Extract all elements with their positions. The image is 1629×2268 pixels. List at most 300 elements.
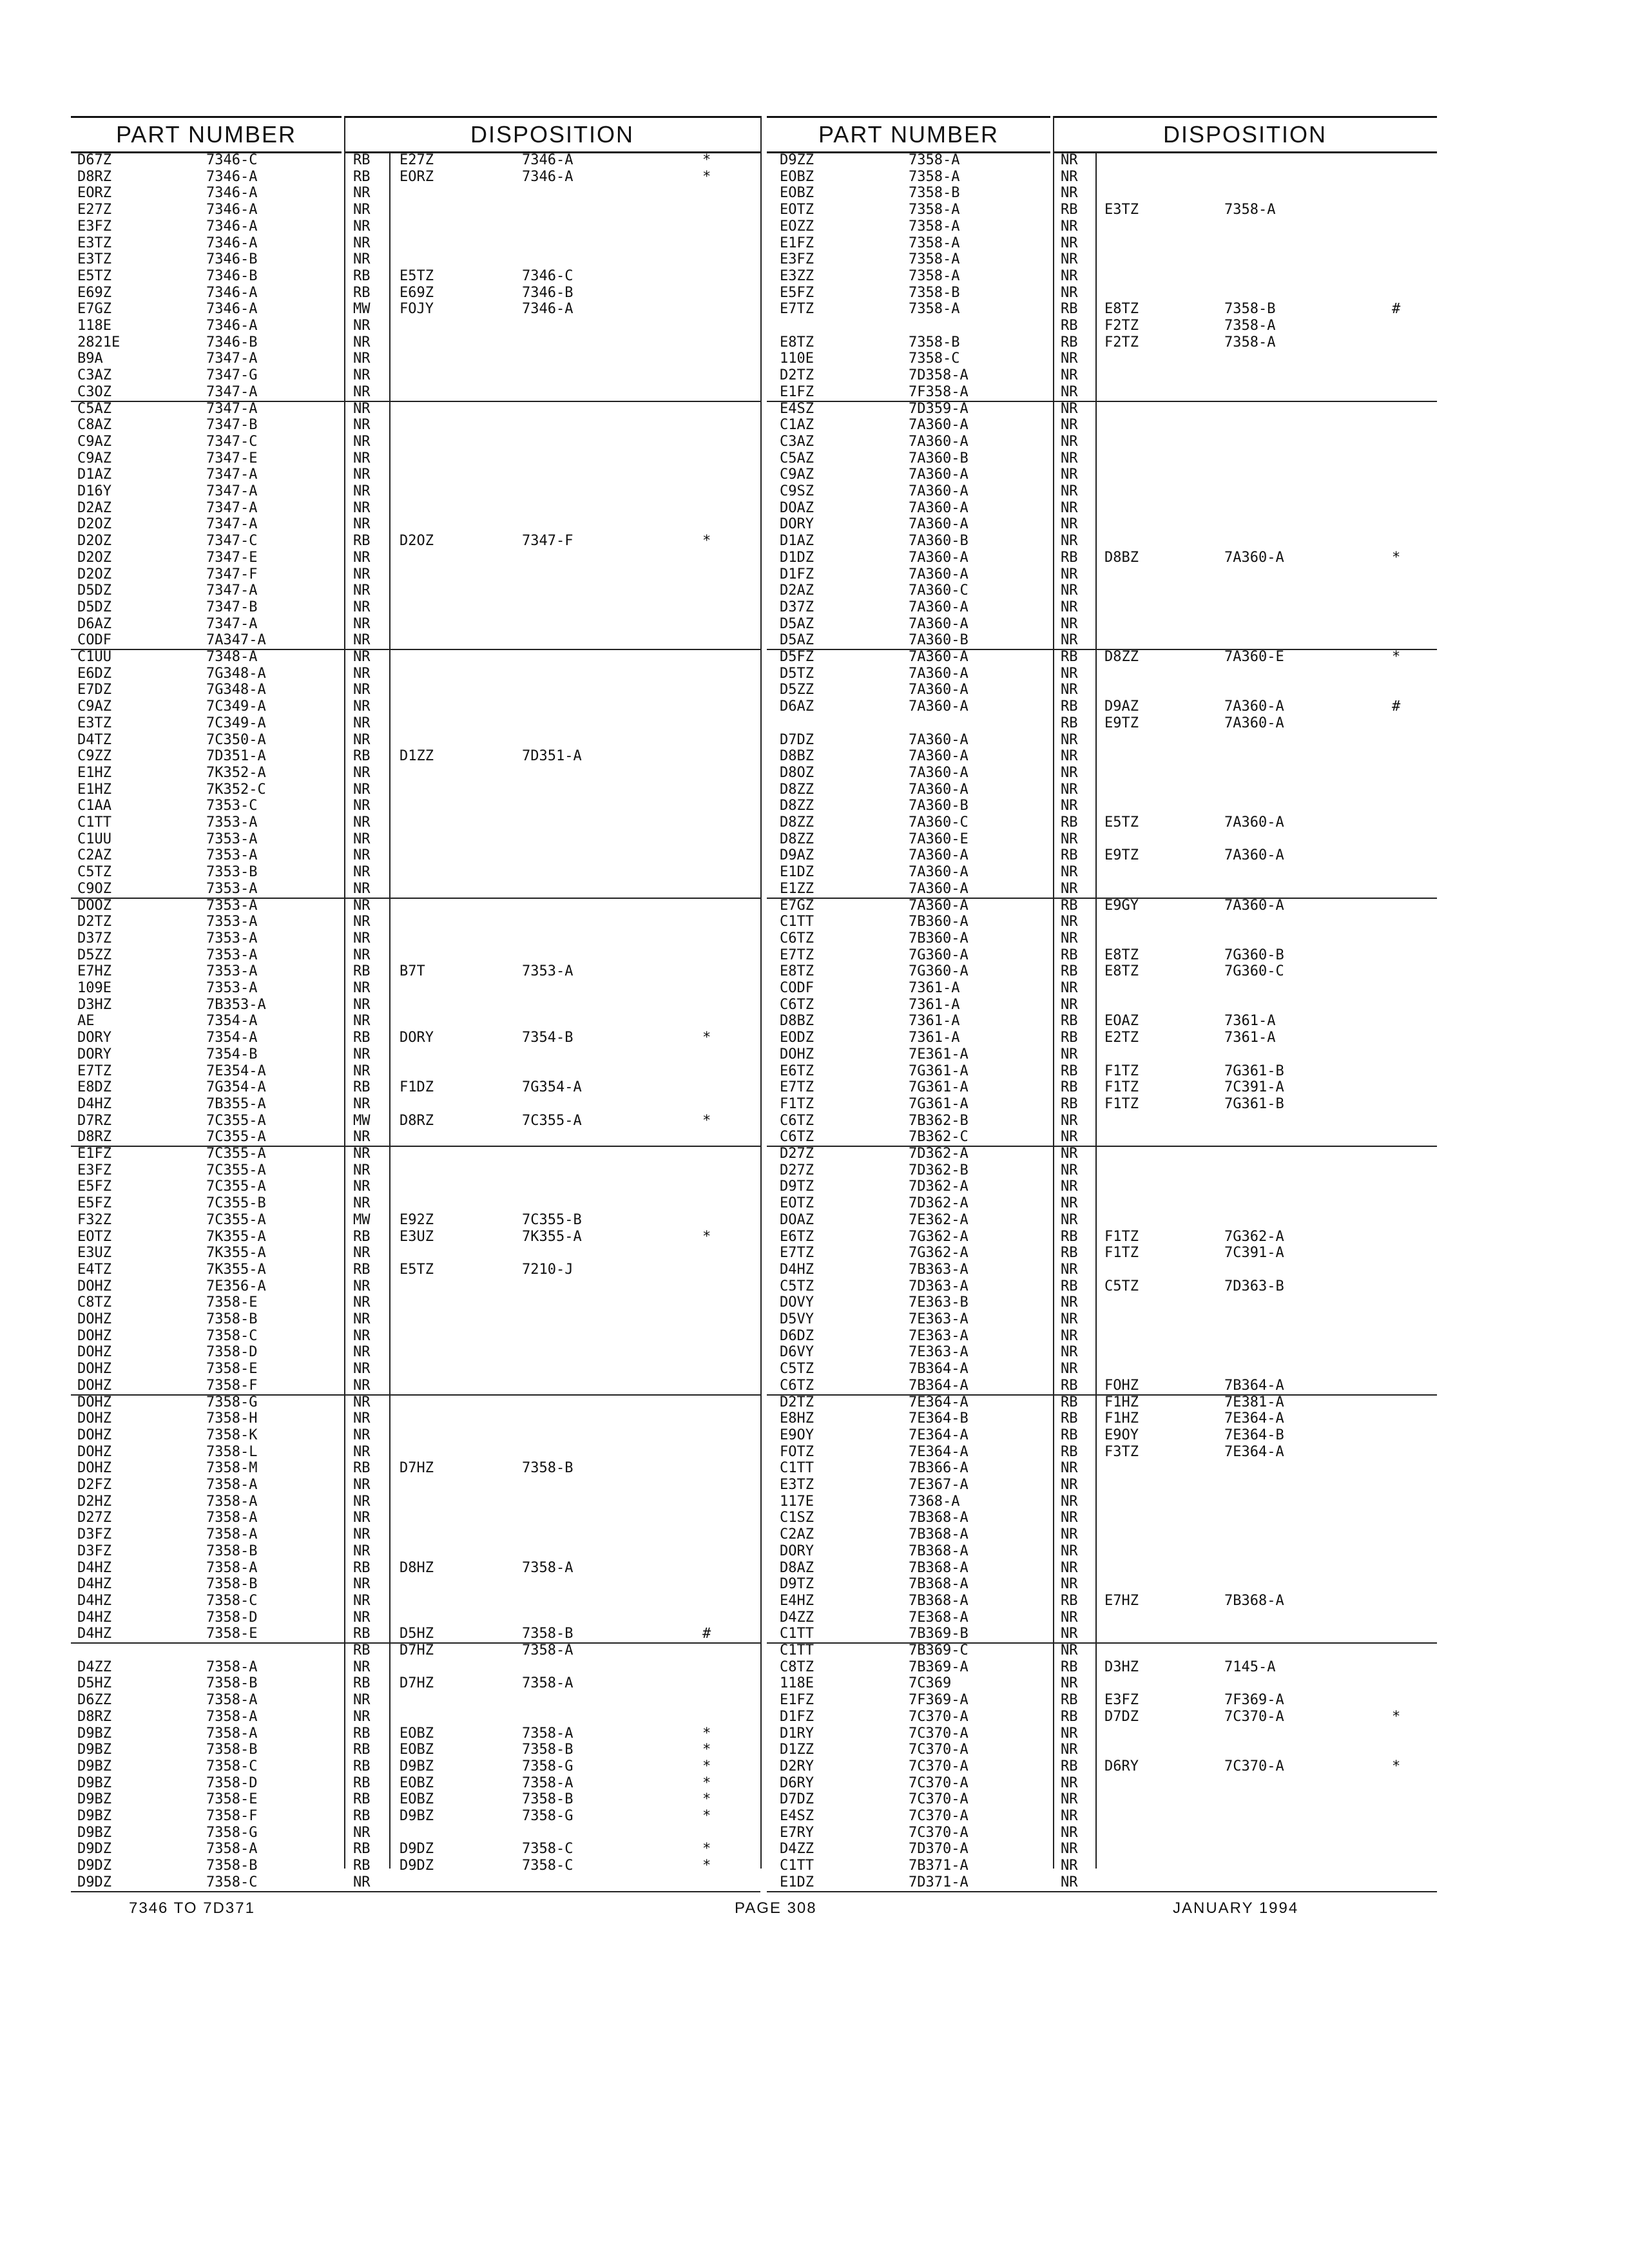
replacement-model: D9BZ [400,1808,434,1824]
part-model: E1ZZ [780,880,814,897]
part-model: E1HZ [77,764,111,781]
part-number: 7E354-A [206,1062,266,1079]
part-number: 7347-A [206,582,258,599]
part-model: DOHZ [77,1278,111,1294]
replacement-model: F1TZ [1104,1079,1139,1096]
part-number: 7B362-C [909,1129,969,1146]
part-model: 2821E [77,334,120,351]
disposition-code: NR [353,1013,371,1030]
part-number: 7A360-B [909,450,969,466]
part-model: D5ZZ [780,682,814,698]
replacement-model: E3TZ [1104,202,1139,218]
part-model: D8RZ [77,1708,111,1725]
disposition-code: NR [1061,1129,1078,1146]
part-model: D8BZ [780,1013,814,1030]
part-model: E7TZ [780,947,814,963]
part-number: 7346-B [206,334,258,351]
replacement-model: E8TZ [1104,947,1139,963]
part-number: 7347-A [206,383,258,400]
replacement-part: 7G354-A [522,1079,582,1096]
part-number: 7346-A [206,168,258,185]
part-model: E3ZZ [780,267,814,284]
disposition-code: NR [1061,781,1078,798]
part-number: 7A360-A [909,599,969,615]
part-number: 7358-E [206,1626,258,1642]
part-number: 7E364-A [909,1443,969,1460]
part-model: D5AZ [780,632,814,649]
disposition-code: NR [1061,235,1078,251]
part-model: EOBZ [780,168,814,185]
part-number: 7B371-A [909,1858,969,1874]
disposition-code: NR [353,947,371,963]
part-number: 7354-B [206,1046,258,1062]
part-model: C5TZ [77,864,111,881]
disposition-code: NR [353,831,371,847]
part-model: C1SZ [780,1510,814,1526]
part-number: 7358-A [206,1559,258,1576]
disposition-code: NR [1061,1361,1078,1378]
group-separator [767,1394,1437,1396]
disposition-code: NR [1061,284,1078,301]
disposition-code: NR [1061,1162,1078,1178]
disposition-code: RB [1061,1758,1078,1774]
disposition-code: RB [353,1841,371,1858]
note-mark: * [702,152,711,168]
part-model: DOHZ [77,1327,111,1344]
disposition-code: NR [353,1129,371,1146]
disposition-code: NR [1061,267,1078,284]
part-model: D1DZ [780,549,814,566]
disposition-code: NR [1061,1460,1078,1477]
part-number: 7C370-A [909,1791,969,1808]
part-number: 7K352-C [206,781,266,798]
disposition-code: NR [353,599,371,615]
part-number: 7347-A [206,615,258,632]
part-model: AE [77,1013,95,1030]
part-number: 7D370-A [909,1841,969,1858]
disposition-code: NR [353,897,371,914]
disposition-code: RB [1061,549,1078,566]
part-number: 7358-B [909,334,960,351]
note-mark: * [702,1841,711,1858]
part-model: DOHZ [77,1361,111,1378]
part-model: DOVY [780,1294,814,1311]
part-model: C8TZ [77,1294,111,1311]
part-model: E3TZ [77,715,111,731]
part-number: 7G361-A [909,1079,969,1096]
part-model: C1TT [77,814,111,831]
part-number: 7E356-A [206,1278,266,1294]
part-model: D9TZ [780,1576,814,1593]
part-number: 7A360-B [909,798,969,814]
part-model: DOHZ [77,1377,111,1394]
replacement-part: 7C391-A [1224,1079,1284,1096]
disposition-code: NR [353,649,371,665]
disposition-code: NR [1061,1791,1078,1808]
part-number: 7353-A [206,963,258,980]
replacement-part: 7358-A [522,1774,574,1791]
disposition-code: NR [353,582,371,599]
part-number: 7D371-A [909,1874,969,1890]
disposition-code: NR [1061,466,1078,483]
replacement-model: E92Z [400,1211,434,1228]
part-model: C1UU [77,649,111,665]
part-model: EOTZ [780,202,814,218]
part-number: 7A360-A [909,698,969,715]
replacement-model: E9TZ [1104,715,1139,731]
part-number: 7A360-A [909,516,969,533]
part-model: EORZ [77,185,111,202]
part-number: 7358-L [206,1443,258,1460]
part-model: C6TZ [780,1112,814,1129]
disposition-code: NR [1061,1542,1078,1559]
part-model: EODZ [780,1030,814,1046]
disposition-code: NR [1061,980,1078,996]
part-model: D2TZ [780,1394,814,1410]
replacement-model: D6RY [1104,1758,1139,1774]
part-model: EOTZ [77,1228,111,1245]
disposition-code: RB [353,1758,371,1774]
part-number: 7C355-A [206,1129,266,1146]
replacement-part: 7A360-A [1224,814,1284,831]
disposition-code: NR [1061,731,1078,748]
disposition-code: RB [353,1460,371,1477]
disposition-code: NR [1061,1195,1078,1212]
part-model: E1FZ [780,235,814,251]
part-number: 7F358-A [909,383,969,400]
part-number: 7B368-A [909,1559,969,1576]
disposition-code: NR [353,417,371,434]
disposition-code: NR [353,996,371,1013]
disposition-code: RB [353,1675,371,1692]
part-number: 7358-A [206,1510,258,1526]
part-number: 7358-B [909,284,960,301]
part-model: D4HZ [77,1592,111,1609]
note-mark: * [702,533,711,550]
part-number: 7A360-A [909,897,969,914]
note-mark: * [1392,649,1401,665]
part-model: D5TZ [780,665,814,682]
left-panel [71,116,760,1894]
replacement-model: E2TZ [1104,1030,1139,1046]
part-number: 7358-F [206,1808,258,1824]
part-number: 7361-A [909,1013,960,1030]
part-number: 7A360-A [909,466,969,483]
part-number: 7358-D [206,1774,258,1791]
replacement-model: E8TZ [1104,301,1139,318]
disposition-code: RB [1061,1708,1078,1725]
part-model: D2OZ [77,516,111,533]
disposition-code: NR [1061,831,1078,847]
replacement-part: 7G360-B [1224,947,1284,963]
replacement-part: 7B368-A [1224,1592,1284,1609]
part-number: 7B368-A [909,1576,969,1593]
part-number-header: PART NUMBER [71,116,342,153]
disposition-code: NR [353,566,371,582]
part-model: D8RZ [77,1129,111,1146]
disposition-code: NR [1061,1609,1078,1626]
part-model: D4HZ [77,1626,111,1642]
part-number: 7E364-A [909,1427,969,1443]
disposition-code: NR [353,1477,371,1493]
disposition-code: NR [1061,930,1078,947]
part-model: D8RZ [77,168,111,185]
disposition-code: NR [1061,516,1078,533]
part-model: E4HZ [780,1592,814,1609]
part-model: D1FZ [780,566,814,582]
footer-date: JANUARY 1994 [1173,1899,1299,1917]
part-number: 7A360-A [909,665,969,682]
part-model: E5FZ [77,1178,111,1195]
disposition-code: NR [1061,1576,1078,1593]
part-number: 7E363-B [909,1294,969,1311]
part-number: 7358-A [206,1493,258,1510]
disposition-code: NR [1061,1493,1078,1510]
part-model: D9ZZ [780,152,814,168]
replacement-part: 7G360-C [1224,963,1284,980]
disposition-code: NR [353,1592,371,1609]
part-number: 7K355-A [206,1228,266,1245]
replacement-part: 7358-A [522,1725,574,1742]
part-model: E5FZ [77,1195,111,1212]
replacement-part: 7B364-A [1224,1377,1284,1394]
part-model: C9AZ [780,466,814,483]
part-number: 7C350-A [206,731,266,748]
part-number: 7G348-A [206,665,266,682]
disposition-code: NR [353,499,371,516]
part-number: 7346-A [206,218,258,235]
part-model: E5FZ [780,284,814,301]
part-number: 7A360-A [909,731,969,748]
disposition-code: MW [353,1112,371,1129]
part-number: 7346-A [206,235,258,251]
replacement-model: F1HZ [1104,1394,1139,1410]
part-model: D7DZ [780,731,814,748]
group-separator [767,401,1437,402]
replacement-model: E5TZ [1104,814,1139,831]
replacement-part: 7G362-A [1224,1228,1284,1245]
disposition-code: RB [353,1559,371,1576]
replacement-model: F1HZ [1104,1410,1139,1427]
part-model: C5TZ [780,1361,814,1378]
replacement-part: 7A360-A [1224,847,1284,864]
group-separator [767,898,1437,899]
part-number: 7D362-A [909,1178,969,1195]
replacement-model: D8HZ [400,1559,434,1576]
part-number: 7358-C [206,1758,258,1774]
replacement-part: 7346-B [522,284,574,301]
part-model: D9BZ [77,1774,111,1791]
replacement-part: 7358-A [1224,318,1276,334]
part-number: 7358-C [206,1874,258,1890]
part-number: 7358-G [206,1394,258,1410]
replacement-part: 7F369-A [1224,1692,1284,1709]
part-model: C1TT [780,1460,814,1477]
part-model: E7DZ [77,682,111,698]
part-number: 7347-C [206,433,258,450]
replacement-part: 7358-C [522,1841,574,1858]
disposition-code: RB [1061,1095,1078,1112]
disposition-code: NR [1061,996,1078,1013]
disposition-code: NR [353,516,371,533]
part-model: F1TZ [780,1095,814,1112]
part-number: 7358-D [206,1609,258,1626]
disposition-code: NR [353,185,371,202]
part-number: 7358-A [909,152,960,168]
disposition-code: RB [1061,334,1078,351]
part-number: 7358-A [909,218,960,235]
replacement-part: 7346-A [522,168,574,185]
disposition-code: NR [1061,1808,1078,1824]
part-model: EOZZ [780,218,814,235]
disposition-code: MW [353,1211,371,1228]
part-model: DOHZ [77,1344,111,1361]
part-number: 7358-K [206,1427,258,1443]
part-model: E8TZ [780,334,814,351]
part-number: 7G361-A [909,1095,969,1112]
part-model: E3UZ [77,1245,111,1262]
part-model: D2FZ [77,1477,111,1493]
part-model: C9AZ [77,698,111,715]
part-model: D16Y [77,483,111,499]
disposition-code: RB [353,1030,371,1046]
part-number: 7C349-A [206,698,266,715]
note-mark: * [702,1808,711,1824]
disposition-code: NR [1061,1742,1078,1758]
replacement-part: 7C355-B [522,1211,582,1228]
part-model: D2OZ [77,533,111,550]
part-model: DOHZ [780,1046,814,1062]
replacement-part: 7347-F [522,533,574,550]
part-model: D6AZ [77,615,111,632]
replacement-part: 7361-A [1224,1030,1276,1046]
part-number: 7358-E [206,1791,258,1808]
part-number: 7358-E [206,1294,258,1311]
part-model: DOHZ [77,1311,111,1327]
disposition-code: NR [353,1609,371,1626]
part-model: DOOZ [77,897,111,914]
part-number: 7E364-A [909,1394,969,1410]
part-model: CODF [77,632,111,649]
disposition-code: RB [1061,202,1078,218]
part-number: 7358-C [206,1592,258,1609]
part-model: EOBZ [780,185,814,202]
disposition-code: NR [353,1046,371,1062]
part-number: 7C355-A [206,1162,266,1178]
part-number: 7A360-A [909,764,969,781]
part-model: D4HZ [77,1559,111,1576]
panel-edge [760,116,762,1869]
note-mark: # [702,1626,711,1642]
part-model: E4TZ [77,1261,111,1278]
part-model: E1DZ [780,1874,814,1890]
part-model: 118E [780,1675,814,1692]
part-number: 7346-B [206,251,258,268]
part-number: 7E368-A [909,1609,969,1626]
part-model: D8OZ [780,764,814,781]
part-number: 7B360-A [909,930,969,947]
part-model: C1TT [780,1858,814,1874]
part-number: 7A360-C [909,814,969,831]
part-model: D4HZ [77,1609,111,1626]
disposition-code: NR [353,466,371,483]
group-separator [767,649,1437,650]
part-number: 7353-C [206,798,258,814]
part-model: C9SZ [780,483,814,499]
part-model: D8ZZ [780,798,814,814]
disposition-code: NR [353,1377,371,1394]
replacement-model: E27Z [400,152,434,168]
disposition-code: NR [1061,1294,1078,1311]
part-number: 7358-A [206,1841,258,1858]
part-number: 7E367-A [909,1477,969,1493]
part-number: 7B355-A [206,1095,266,1112]
part-number: 7354-A [206,1013,258,1030]
disposition-code: RB [353,1742,371,1758]
part-number: 7D362-B [909,1162,969,1178]
part-model: D8AZ [780,1559,814,1576]
part-number: 7346-A [206,185,258,202]
replacement-part: 7145-A [1224,1658,1276,1675]
part-number: 7E363-A [909,1327,969,1344]
disposition-code: NR [353,351,371,367]
disposition-code: RB [1061,814,1078,831]
disposition-code: NR [353,1443,371,1460]
disposition-code: RB [353,1626,371,1642]
part-model: D8ZZ [780,781,814,798]
disposition-code: RB [353,1079,371,1096]
part-model: D2AZ [780,582,814,599]
part-model: D9BZ [77,1808,111,1824]
replacement-model: D7HZ [400,1642,434,1658]
part-model: C6TZ [780,1377,814,1394]
replacement-model: D8ZZ [1104,649,1139,665]
group-separator [767,1891,1437,1892]
disposition-code: RB [1061,649,1078,665]
replacement-part: 7G361-B [1224,1095,1284,1112]
replacement-model: E7HZ [1104,1592,1139,1609]
part-model: DOHZ [77,1460,111,1477]
disposition-code: NR [353,1410,371,1427]
part-number: 7358-A [909,251,960,268]
part-number: 7353-B [206,864,258,881]
replacement-part: 7358-B [522,1742,574,1758]
note-mark: # [1392,698,1401,715]
replacement-part: 7A360-A [1224,897,1284,914]
disposition-code: RB [353,1725,371,1742]
disposition-code: NR [353,1361,371,1378]
part-number: 7B369-B [909,1626,969,1642]
disposition-code: NR [353,400,371,417]
replacement-model: E3FZ [1104,1692,1139,1709]
part-model: E1DZ [780,864,814,881]
part-number: 7D358-A [909,367,969,384]
disposition-code: NR [1061,499,1078,516]
part-number: 7358-D [206,1344,258,1361]
replacement-model: F1TZ [1104,1245,1139,1262]
disposition-code: NR [353,549,371,566]
disposition-code: NR [1061,168,1078,185]
part-number: 7D362-A [909,1195,969,1212]
part-number: 7E364-B [909,1410,969,1427]
part-number: 7C355-A [206,1112,266,1129]
disposition-code: NR [1061,1344,1078,1361]
part-model: E7GZ [780,897,814,914]
disposition-code: RB [1061,1079,1078,1096]
disposition-code: NR [353,682,371,698]
disposition-code: NR [353,781,371,798]
part-number: 7A360-A [909,781,969,798]
